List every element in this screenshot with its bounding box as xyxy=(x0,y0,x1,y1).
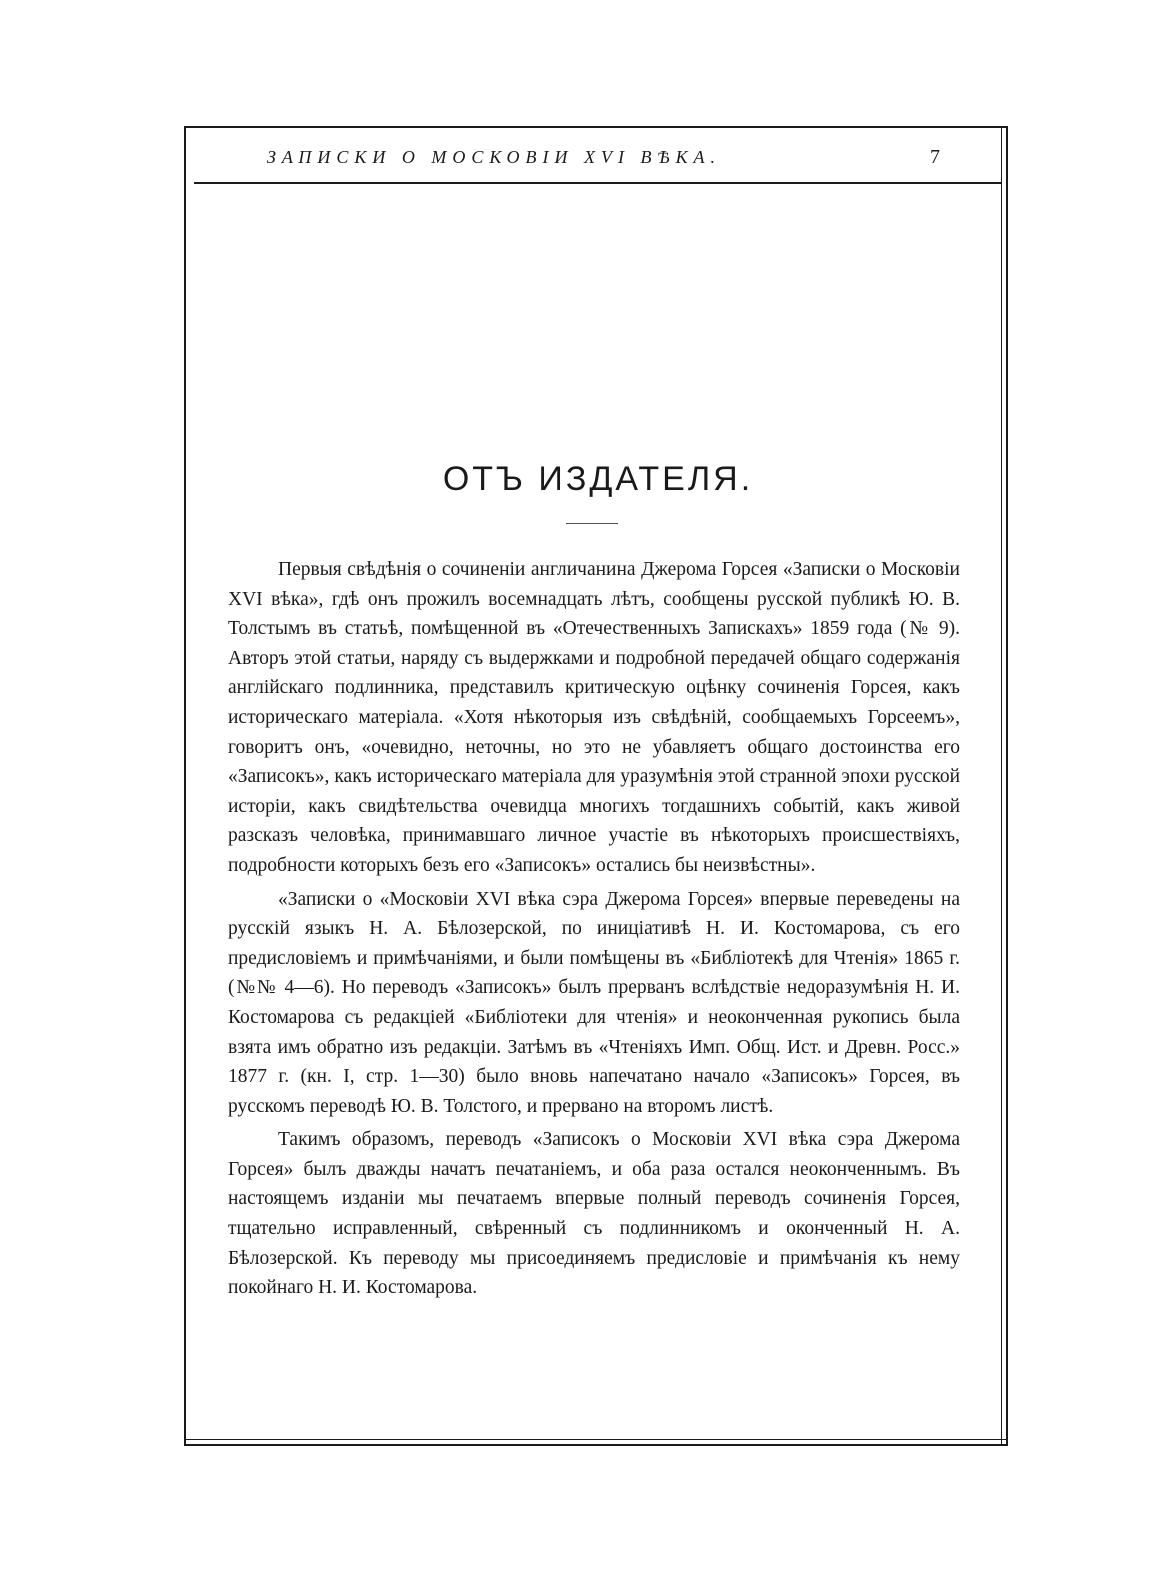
title-divider xyxy=(566,523,618,524)
page-border-inner-right xyxy=(1001,128,1002,1444)
page-border-inner-bottom xyxy=(186,1439,1006,1440)
paragraph-2: «Записки о «Московіи XVI вѣка сэра Джерома Горсея» впервые переведены на русскій языкъ Н. А. Бѣлозерской, по иниціативѣ Н. И. Костомарова, съ его предисловіемъ и примѣчаніями, и были помѣщены въ «Библіотекѣ для Чтенія» 1865 г. (№№ 4—6). Но переводъ «Записокъ» былъ прерванъ вслѣдствіе недоразумѣнія Н. И. Костомарова съ редакціей «Библіотеки для чтенія» и неоконченная рукопись была взята имъ обратно изъ редакціи. Затѣмъ въ «Чтеніяхъ Имп. Общ. Ист. и Древн. Росс.» 1877 г. (кн. I, стр. 1—30) было вновь напечатано начало «Записокъ» Горсея, въ русскомъ переводѣ Ю. В. Толстого, и прервано на второмъ листѣ. xyxy=(228,888,960,1117)
running-head: ЗАПИСКИ О МОСКОВІИ XVI ВѢКА. xyxy=(266,147,722,167)
header-rule xyxy=(194,182,1002,184)
body-text xyxy=(228,555,960,1307)
section-title: ОТЪ ИЗДАТЕЛЯ. xyxy=(442,460,754,498)
page-number: 7 xyxy=(930,146,940,168)
paragraph-3: Такимъ образомъ, переводъ «Записокъ о Московіи XVI вѣка сэра Джерома Горсея» былъ дважды начатъ печатаніемъ, и оба раза остался неоконченнымъ. Въ настоящемъ изданіи мы печатаемъ впервые полный переводъ сочиненія Горсея, тщательно исправленный, свѣренный съ подлинникомъ и оконченный Н. А. Бѣлозерской. Къ переводу мы присоединяемъ предисловіе и примѣчанія къ нему покойнаго Н. И. Костомарова. xyxy=(228,1129,960,1299)
paragraph-1: Первыя свѣдѣнія о сочиненіи англичанина Джерома Горсея «Записки о Московіи XVI вѣка», гдѣ онъ прожилъ восемнадцать лѣтъ, сообщены русской публикѣ Ю. В. Толстымъ въ статьѣ, помѣщенной въ «Отечественныхъ Запискахъ» 1859 года (№ 9). Авторъ этой статьи, наряду съ выдержками и подробной передачей общаго содержанія англійскаго подлинника, представилъ критическую оцѣнку сочиненія Горсея, какъ историческаго матеріала. «Хотя нѣкоторыя изъ свѣдѣній, сообщаемыхъ Горсеемъ», говоритъ онъ, «очевидно, неточны, но это не убавляетъ общаго достоинства его «Записокъ», какъ историческаго матеріала для уразумѣнія этой странной эпохи русской исторіи, какъ свидѣтельства очевидца многихъ тогдашнихъ событій, какъ живой разсказъ человѣка, принимавшаго личное участіе въ нѣкоторыхъ происшествіяхъ, подробности которыхъ безъ его «Записокъ» остались бы неизвѣстны». xyxy=(228,559,960,876)
